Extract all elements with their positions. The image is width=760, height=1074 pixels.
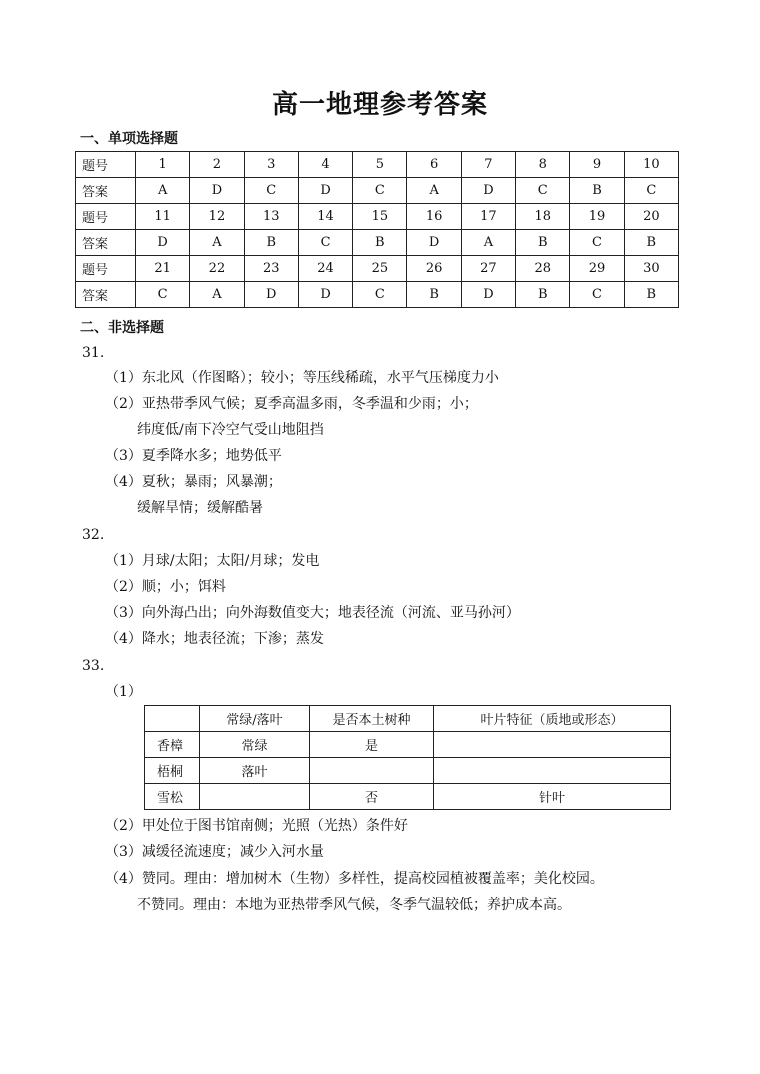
table-cell: 6 (407, 152, 461, 178)
table-cell: 29 (570, 256, 624, 282)
table-cell: 16 (407, 204, 461, 230)
table-cell: B (516, 230, 570, 256)
table-cell: A (190, 230, 244, 256)
table-cell: 9 (570, 152, 624, 178)
answer-line: （1） (105, 684, 142, 700)
table-cell: 15 (353, 204, 407, 230)
table-cell (434, 758, 671, 784)
table-header-cell: 叶片特征（质地或形态） (434, 706, 671, 732)
table-cell: 11 (136, 204, 190, 230)
table-cell: B (570, 178, 624, 204)
table-cell: 25 (353, 256, 407, 282)
table-cell: 2 (190, 152, 244, 178)
row-label: 答案 (76, 230, 136, 256)
table-cell: D (298, 282, 352, 308)
answer-line: （4）降水；地表径流；下渗；蒸发 (105, 631, 324, 647)
table-cell: 落叶 (200, 758, 310, 784)
row-label: 题号 (76, 256, 136, 282)
row-label: 答案 (76, 178, 136, 204)
table-cell: C (570, 230, 624, 256)
table-cell: 针叶 (434, 784, 671, 810)
table-cell: C (353, 282, 407, 308)
tree-characteristics-table (144, 705, 671, 810)
answer-line: （3）减缓径流速度；减少入河水量 (105, 844, 324, 860)
row-label: 答案 (76, 282, 136, 308)
table-cell: 19 (570, 204, 624, 230)
table-cell: D (244, 282, 298, 308)
question-number: 31. (82, 345, 105, 361)
section-heading-non-choice: 二、非选择题 (80, 320, 164, 336)
question-number: 33. (82, 658, 105, 674)
table-cell: D (136, 230, 190, 256)
table-cell: 是 (310, 732, 434, 758)
table-cell: 梧桐 (145, 758, 200, 784)
table-row (145, 784, 671, 810)
section-heading-multiple-choice: 一、单项选择题 (80, 131, 178, 147)
table-cell: B (624, 282, 678, 308)
table-row (76, 256, 679, 282)
table-cell: 雪松 (145, 784, 200, 810)
table-row (145, 758, 671, 784)
question-number: 32. (82, 527, 105, 543)
answer-line: （3）向外海凸出；向外海数值变大；地表径流（河流、亚马孙河） (105, 605, 520, 621)
table-cell: B (244, 230, 298, 256)
answer-line: （4）赞同。理由：增加树木（生物）多样性，提高校园植被覆盖率；美化校园。 (105, 871, 604, 887)
table-cell: 8 (516, 152, 570, 178)
answer-line: （3）夏季降水多；地势低平 (105, 448, 282, 464)
table-cell (200, 784, 310, 810)
table-cell: 17 (461, 204, 515, 230)
table-cell: 1 (136, 152, 190, 178)
table-header-cell: 是否本土树种 (310, 706, 434, 732)
answer-line: （2）亚热带季风气候；夏季高温多雨，冬季温和少雨；小； (105, 396, 478, 412)
table-cell: B (407, 282, 461, 308)
table-cell: 20 (624, 204, 678, 230)
answer-line: （1）月球/太阳；太阳/月球；发电 (105, 553, 320, 569)
table-cell: B (516, 282, 570, 308)
table-cell: 常绿 (200, 732, 310, 758)
table-row (76, 282, 679, 308)
table-cell: D (298, 178, 352, 204)
table-row (76, 152, 679, 178)
table-cell: D (407, 230, 461, 256)
table-header-row (145, 706, 671, 732)
table-header-cell: 常绿/落叶 (200, 706, 310, 732)
table-cell: 24 (298, 256, 352, 282)
answer-line: （4）夏秋；暴雨；风暴潮； (105, 474, 282, 490)
table-cell: B (353, 230, 407, 256)
table-row (76, 178, 679, 204)
table-cell: D (461, 178, 515, 204)
table-cell (310, 758, 434, 784)
row-label: 题号 (76, 204, 136, 230)
table-cell: 否 (310, 784, 434, 810)
table-cell: 10 (624, 152, 678, 178)
table-cell: 5 (353, 152, 407, 178)
answer-line: （2）甲处位于图书馆南侧；光照（光热）条件好 (105, 818, 408, 834)
table-cell: C (136, 282, 190, 308)
table-cell: C (353, 178, 407, 204)
answer-line: 缓解旱情；缓解酷暑 (137, 500, 263, 516)
table-cell: A (407, 178, 461, 204)
answer-line: 纬度低/南下冷空气受山地阻挡 (137, 422, 324, 438)
table-cell: 26 (407, 256, 461, 282)
table-cell (434, 732, 671, 758)
page-title: 高一地理参考答案 (271, 90, 488, 120)
table-cell: 香樟 (145, 732, 200, 758)
table-row (145, 732, 671, 758)
table-cell: A (190, 282, 244, 308)
table-cell: A (461, 230, 515, 256)
table-cell: 7 (461, 152, 515, 178)
table-header-cell (145, 706, 200, 732)
multiple-choice-answer-table (75, 151, 679, 308)
answer-line: 不赞同。理由：本地为亚热带季风气候，冬季气温较低；养护成本高。 (137, 897, 571, 913)
row-label: 题号 (76, 152, 136, 178)
table-cell: 27 (461, 256, 515, 282)
answer-line: （1）东北风（作图略）；较小；等压线稀疏，水平气压梯度力小 (105, 370, 499, 386)
table-cell: C (570, 282, 624, 308)
table-cell: 30 (624, 256, 678, 282)
table-cell: B (624, 230, 678, 256)
table-row (76, 204, 679, 230)
table-cell: C (244, 178, 298, 204)
table-cell: C (624, 178, 678, 204)
answer-line: （2）顺；小；饵料 (105, 579, 226, 595)
table-cell: 3 (244, 152, 298, 178)
table-cell: 4 (298, 152, 352, 178)
table-cell: D (461, 282, 515, 308)
table-cell: C (298, 230, 352, 256)
table-row (76, 230, 679, 256)
table-cell: 18 (516, 204, 570, 230)
table-cell: 21 (136, 256, 190, 282)
table-cell: 23 (244, 256, 298, 282)
table-cell: A (136, 178, 190, 204)
table-cell: 28 (516, 256, 570, 282)
table-cell: 12 (190, 204, 244, 230)
table-cell: D (190, 178, 244, 204)
table-cell: C (516, 178, 570, 204)
table-cell: 13 (244, 204, 298, 230)
table-cell: 22 (190, 256, 244, 282)
table-cell: 14 (298, 204, 352, 230)
